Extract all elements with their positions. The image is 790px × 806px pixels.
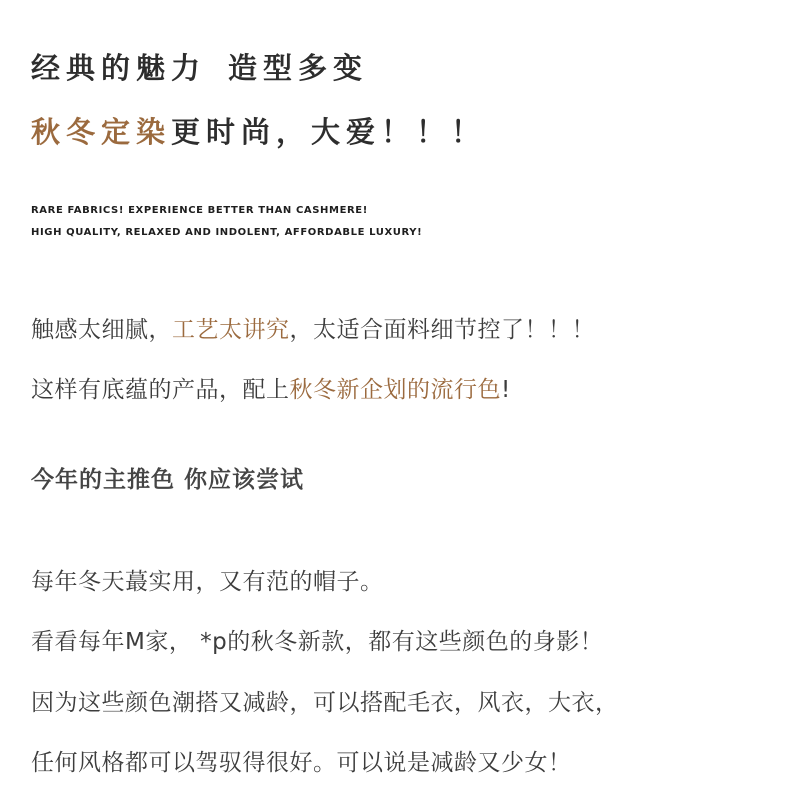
headline-rest: 更时尚，大爱！！！ <box>171 115 487 149</box>
headline-part-1: 经典的魅力 <box>31 51 207 85</box>
paragraph-1-line-2-start: 这样有底蕴的产品，配上 <box>31 377 290 403</box>
paragraph-1-line-2-accent: 秋冬新企划的流行色 <box>289 377 501 403</box>
headline-classic-charm <box>31 46 368 87</box>
paragraph-1-line-2 <box>31 371 511 404</box>
paragraph-2-line-4: 任何风格都可以驾驭得很好。可以说是减龄又少女！ <box>31 750 572 776</box>
section-subheading: 今年的主推色 你应该尝试 <box>31 467 305 493</box>
english-tagline-2: HIGH QUALITY, RELAXED AND INDOLENT, AFFORDABLE LUXURY! <box>31 227 423 238</box>
paragraph-1-line-1-start: 触感太细腻， <box>31 317 172 343</box>
paragraph-2-line-3: 因为这些颜色潮搭又减龄，可以搭配毛衣，风衣，大衣， <box>31 690 619 716</box>
paragraph-1-line-1 <box>31 311 595 344</box>
paragraph-2-line-2: 看看每年M家， *p的秋冬新款，都有这些颜色的身影！ <box>31 629 604 655</box>
paragraph-1-line-1-end: ，太适合面料细节控了！！！ <box>289 317 595 343</box>
headline-autumn-winter <box>31 110 486 151</box>
english-tagline-1: RARE FABRICS! EXPERIENCE BETTER THAN CASHMERE! <box>31 205 368 216</box>
headline-accent: 秋冬定染 <box>31 115 172 149</box>
paragraph-2-line-1: 每年冬天蕞实用，又有范的帽子。 <box>31 569 384 595</box>
paragraph-1-line-2-end: ! <box>501 377 511 403</box>
paragraph-1-line-1-accent: 工艺太讲究 <box>172 317 290 343</box>
headline-part-2: 造型多变 <box>228 51 369 85</box>
